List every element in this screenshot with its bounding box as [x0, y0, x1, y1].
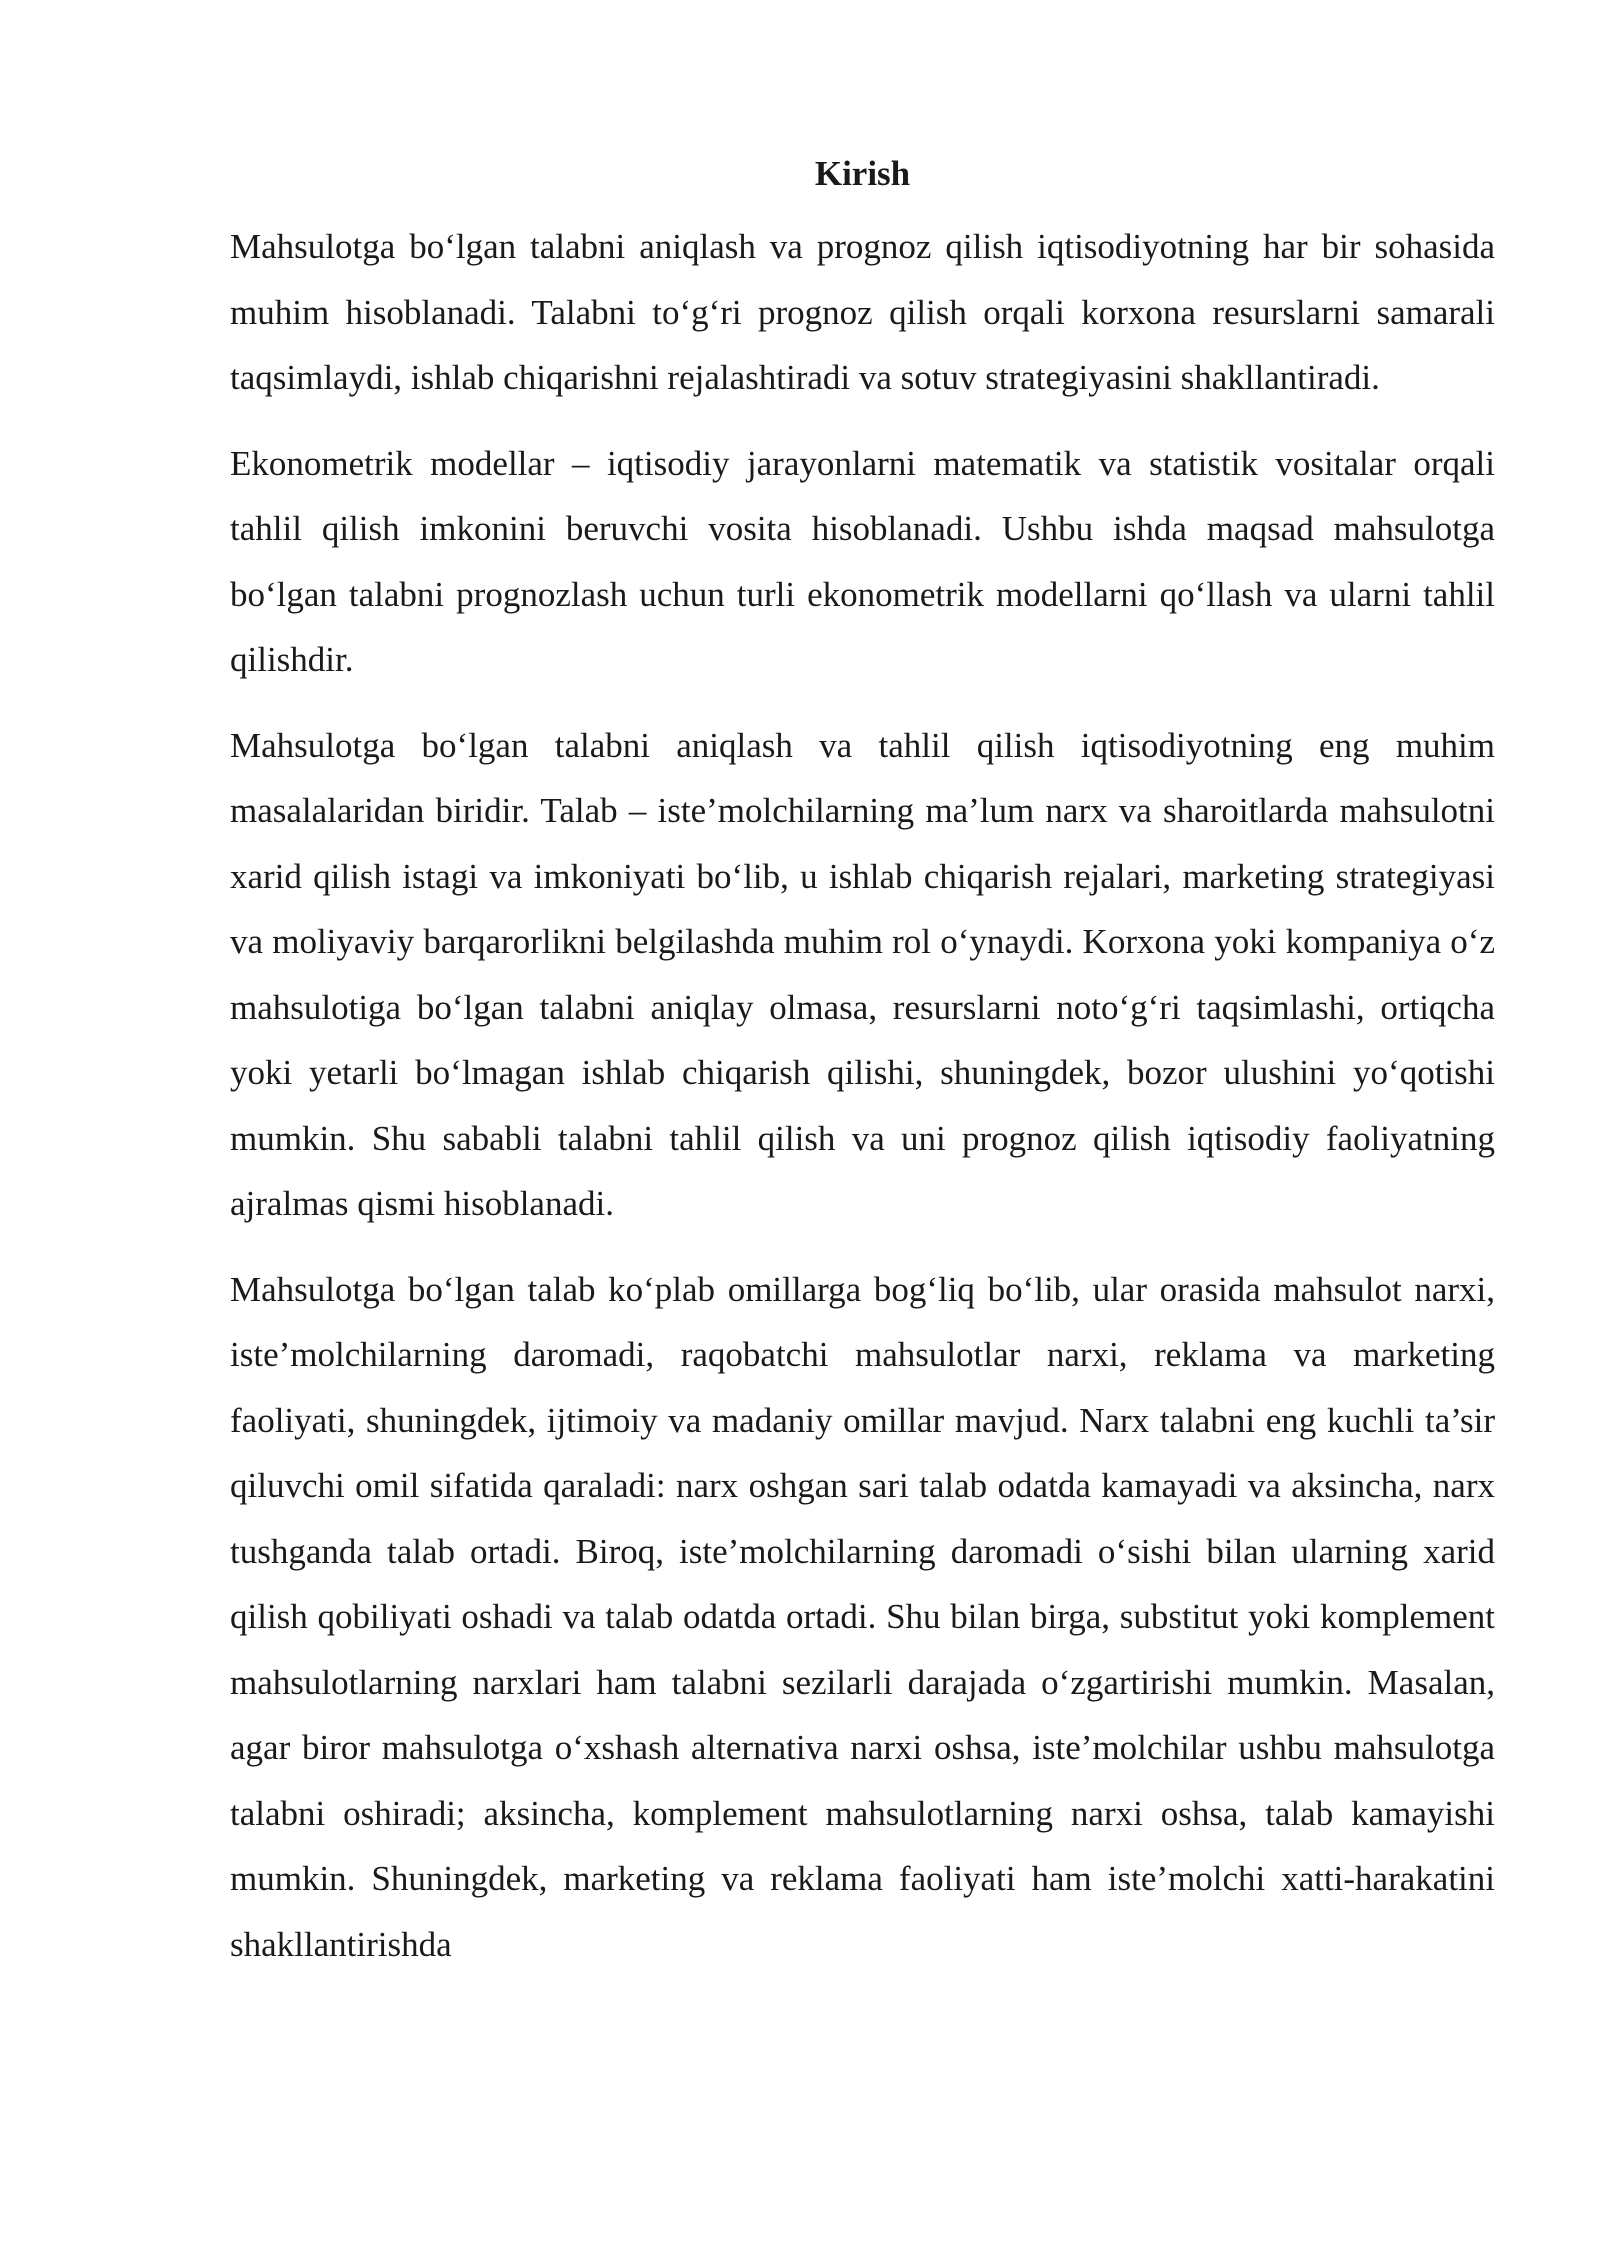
- document-body: [230, 148, 1495, 1977]
- paragraph-3: Mahsulotga bo‘lgan talabni aniqlash va tahlil qilish iqtisodiyotning eng muhim masalalaridan biridir. Talab – iste’molchilarning ma’lum narx va sharoitlarda mahsulotni xarid qilish istagi va imkoniyati bo‘lib, u ishlab chiqarish rejalari, marketing strategiyasi va moliyaviy barqarorlikni belgilashda muhim rol o‘ynaydi. Korxona yoki kompaniya o‘z mahsulotiga bo‘lgan talabni aniqlay olmasa, resurslarni noto‘g‘ri taqsimlashi, ortiqcha yoki yetarli bo‘lmagan ishlab chiqarish qilishi, shuningdek, bozor ulushini yo‘qotishi mumkin. Shu sababli talabni tahlil qilish va uni prognoz qilish iqtisodiy faoliyatning ajralmas qismi hisoblanadi.: [230, 725, 1495, 1223]
- paragraph-1: Mahsulotga bo‘lgan talabni aniqlash va prognoz qilish iqtisodiyotning har bir sohasida muhim hisoblanadi. Talabni to‘g‘ri prognoz qilish orqali korxona resurslarni samarali taqsimlaydi, ishlab chiqarishni rejalashtiradi va sotuv strategiyasini shakllantiradi.: [230, 227, 1495, 397]
- section-title: Kirish: [814, 154, 911, 193]
- paragraph-2: Ekonometrik modellar – iqtisodiy jarayonlarni matematik va statistik vositalar orqali tahlil qilish imkonini beruvchi vosita hisoblanadi. Ushbu ishda maqsad mahsulotga bo‘lgan talabni prognozlash uchun turli ekonometrik modellarni qo‘llash va ularni tahlil qilishdir.: [230, 443, 1495, 679]
- paragraph-4: Mahsulotga bo‘lgan talab ko‘plab omillarga bog‘liq bo‘lib, ular orasida mahsulot narxi, iste’molchilarning daromadi, raqobatchi mahsulotlar narxi, reklama va marketing faoliyati, shuningdek, ijtimoiy va madaniy omillar mavjud. Narx talabni eng kuchli ta’sir qiluvchi omil sifatida qaraladi: narx oshgan sari talab odatda kamayadi va aksincha, narx tushganda talab ortadi. Biroq, iste’molchilarning daromadi o‘sishi bilan ularning xarid qilish qobiliyati oshadi va talab odatda ortadi. Shu bilan birga, substitut yoki komplement mahsulotlarning narxlari ham talabni sezilarli darajada o‘zgartirishi mumkin. Masalan, agar biror mahsulotga o‘xshash alternativa narxi oshsa, iste’molchilar ushbu mahsulotga talabni oshiradi; aksincha, komplement mahsulotlarning narxi oshsa, talab kamayishi mumkin. Shuningdek, marketing va reklama faoliyati ham iste’molchi xatti-harakatini shakllantirishda: [230, 1269, 1495, 1964]
